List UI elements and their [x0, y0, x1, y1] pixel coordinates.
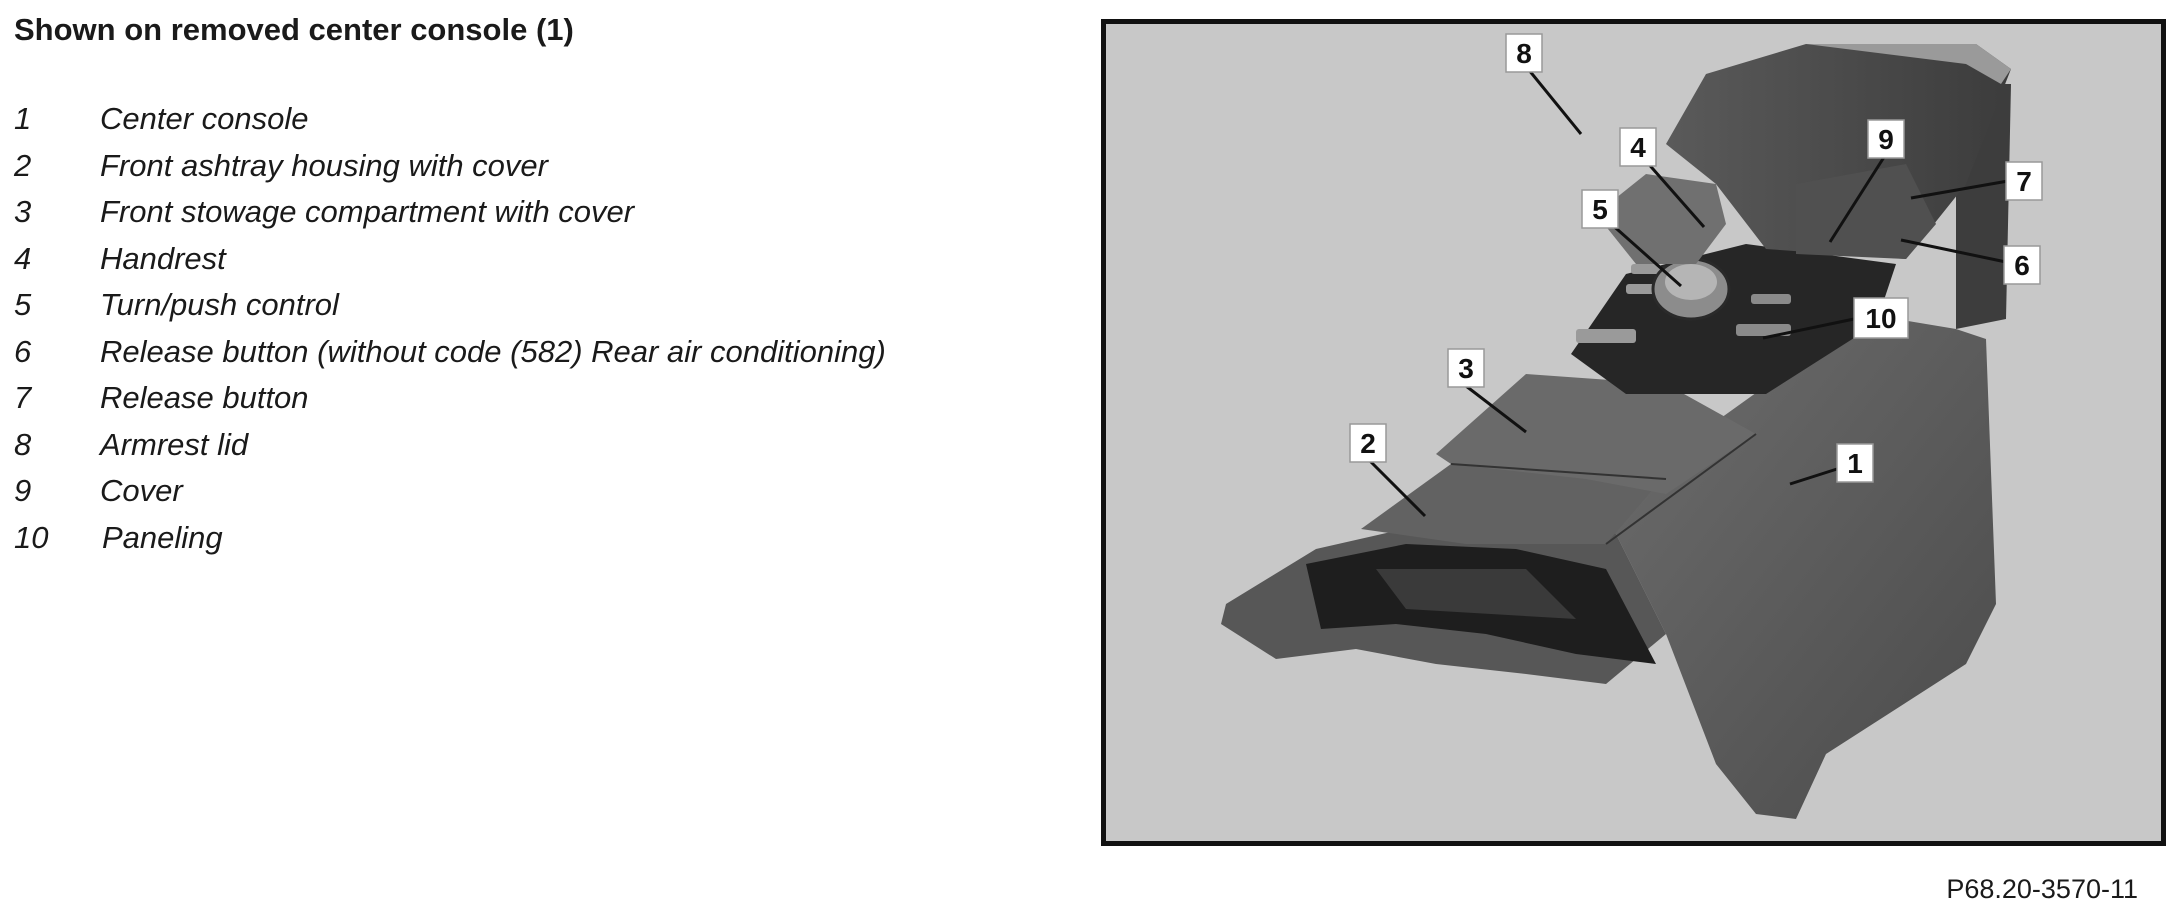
legend-item: [14, 236, 886, 283]
callout-6-label: 6: [2014, 250, 2030, 281]
parts-legend: [14, 96, 886, 561]
callout-7-label: 7: [2016, 166, 2032, 197]
legend-label: Release button (without code (582) Rear air conditioning): [100, 333, 886, 369]
legend-label: Paneling: [102, 519, 223, 555]
console-drawing: [1106, 24, 2161, 841]
legend-item: [14, 375, 886, 422]
legend-label: Release button: [100, 380, 309, 416]
callout-8-leader: [1524, 64, 1581, 134]
callout-8: [1506, 34, 1581, 134]
panel-button-shape: [1576, 329, 1636, 343]
panel-button-shape: [1751, 294, 1791, 304]
callout-3-label: 3: [1458, 353, 1474, 384]
legend-number: 6: [14, 333, 32, 369]
legend-number: 2: [14, 147, 32, 183]
legend-label: Handrest: [100, 240, 226, 276]
turn-push-control-top: [1665, 264, 1717, 300]
legend-label: Cover: [100, 473, 183, 509]
legend-item: [14, 189, 886, 236]
legend-label: Front stowage compartment with cover: [100, 194, 635, 230]
callout-2-label: 2: [1360, 428, 1376, 459]
legend-item: [14, 515, 886, 562]
callout-5-label: 5: [1592, 194, 1608, 225]
page-title: Shown on removed center console (1): [14, 12, 574, 47]
console-illustration: [1101, 19, 2166, 846]
callout-9-label: 9: [1878, 124, 1894, 155]
callout-10-label: 10: [1865, 303, 1897, 334]
legend-label: Center console: [100, 101, 309, 137]
callout-8-label: 8: [1516, 38, 1532, 69]
legend-label: Front ashtray housing with cover: [100, 147, 548, 183]
legend-number: 9: [14, 473, 32, 509]
legend-number: 1: [14, 101, 32, 137]
legend-item: [14, 143, 886, 190]
legend-item: [14, 422, 886, 469]
legend-number: 4: [14, 240, 32, 276]
legend-item: [14, 282, 886, 329]
legend-item: [14, 329, 886, 376]
legend-item: [14, 96, 886, 143]
legend-number: 5: [14, 287, 32, 323]
figure-code: P68.20-3570-11: [1946, 874, 2138, 904]
callout-4-label: 4: [1630, 132, 1646, 163]
legend-number: 8: [14, 426, 32, 462]
legend-label: Armrest lid: [100, 426, 249, 462]
callout-1-label: 1: [1847, 448, 1863, 479]
legend-number: 10: [14, 519, 49, 555]
legend-number: 7: [14, 380, 32, 416]
legend-label: Turn/push control: [100, 287, 339, 323]
legend-number: 3: [14, 194, 32, 230]
legend-item: [14, 468, 886, 515]
